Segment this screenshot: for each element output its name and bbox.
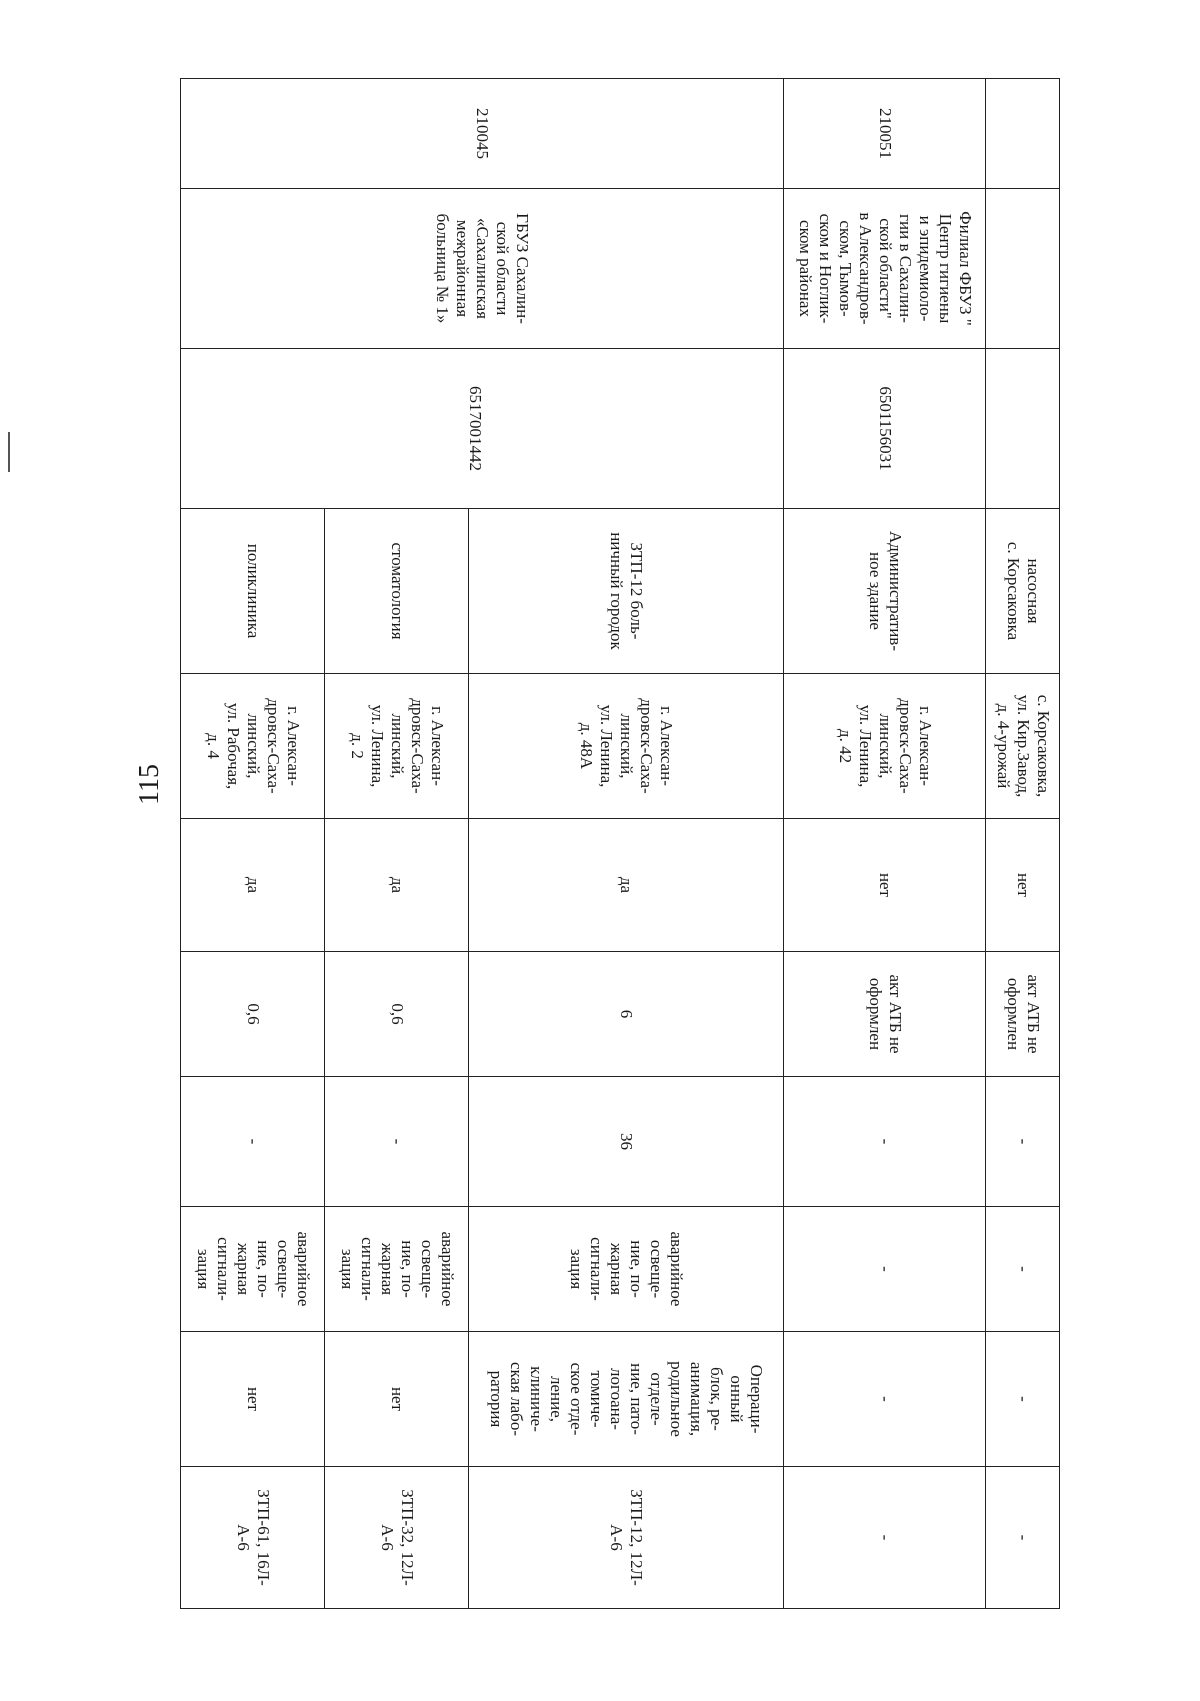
cell-address: с. Корсаковка, ул. Кир.Завод, д. 4-урожай (986, 674, 1060, 819)
cell-inn: 6501156031 (783, 349, 986, 509)
cell-category: да (181, 819, 325, 952)
cell-org-name: Филиал ФБУЗ " Центр гигиены и эпидемиоло- гии в Сахалин- ской области" в Александров- ском, Тымов- ском и Ноглик- ском районах (783, 189, 986, 349)
cell-col10: - (783, 1332, 986, 1467)
cell-col10: нет (181, 1332, 325, 1467)
cell-col11: ЗТП-12, 12Л- А-6 (469, 1467, 784, 1609)
cell-category: нет (783, 819, 986, 952)
cell-col9: аварийное освеще- ние, по- жарная сигнали- зация (469, 1207, 784, 1332)
cell-col8: - (783, 1077, 986, 1207)
cell-object-name: насосная с. Корсаковка (986, 509, 1060, 674)
cell-category: да (469, 819, 784, 952)
cell-col10: - (986, 1332, 1060, 1467)
cell-object-name: стоматология (325, 509, 469, 674)
cell-act: акт АТБ не оформлен (986, 952, 1060, 1077)
cell-inn (986, 349, 1060, 509)
cell-code (986, 79, 1060, 189)
cell-col8: - (325, 1077, 469, 1207)
cell-address: г. Алексан- дровск-Саха- линский, ул. Ленина, д. 42 (783, 674, 986, 819)
cell-address: г. Алексан- дровск-Саха- линский, ул. Рабочая, д. 4 (181, 674, 325, 819)
page-number: 115 (134, 764, 165, 805)
cell-col11: - (783, 1467, 986, 1609)
data-table (180, 78, 1060, 1609)
cell-org-name: ГБУЗ Сахалин- ской области «Сахалинская межрайонная больница № 1» (181, 189, 784, 349)
cell-col8: 36 (469, 1077, 784, 1207)
cell-act: 6 (469, 952, 784, 1077)
cell-act: 0,6 (181, 952, 325, 1077)
cell-col8: - (986, 1077, 1060, 1207)
cell-col9: - (783, 1207, 986, 1332)
cell-col10: нет (325, 1332, 469, 1467)
cell-col11: - (986, 1467, 1060, 1609)
cell-inn: 6517001442 (181, 349, 784, 509)
cell-col9: аварийное освеще- ние, по- жарная сигнали- зация (181, 1207, 325, 1332)
table-row (469, 79, 784, 1609)
rotated-table-container (180, 78, 1060, 1608)
cell-org-name (986, 189, 1060, 349)
cell-object-name: поликлиника (181, 509, 325, 674)
cell-category: нет (986, 819, 1060, 952)
cell-col9: аварийное освеще- ние, по- жарная сигнали- зация (325, 1207, 469, 1332)
cell-act: акт АТБ не оформлен (783, 952, 986, 1077)
cell-col10: Операци- онный блок, ре- анимация, родильное отделе- ние, пато- логоана- томиче- ское отде- ление, клиниче- ская лабо- ратория (469, 1332, 784, 1467)
cell-category: да (325, 819, 469, 952)
cell-act: 0,6 (325, 952, 469, 1077)
cell-col8: - (181, 1077, 325, 1207)
cell-address: г. Алексан- дровск-Саха- линский, ул. Ленина, д. 48А (469, 674, 784, 819)
cell-col9: - (986, 1207, 1060, 1332)
scan-artifact (8, 432, 10, 472)
cell-code: 210045 (181, 79, 784, 189)
cell-col11: ЗТП-61, 16Л- А-6 (181, 1467, 325, 1609)
cell-object-name: Административ- ное здание (783, 509, 986, 674)
table-row (783, 79, 986, 1609)
cell-col11: ЗТП-32, 12Л- А-6 (325, 1467, 469, 1609)
table-row (986, 79, 1060, 1609)
cell-code: 210051 (783, 79, 986, 189)
cell-address: г. Алексан- дровск-Саха- линский, ул. Ленина, д. 2 (325, 674, 469, 819)
cell-object-name: ЗТП-12 боль- ничный городок (469, 509, 784, 674)
